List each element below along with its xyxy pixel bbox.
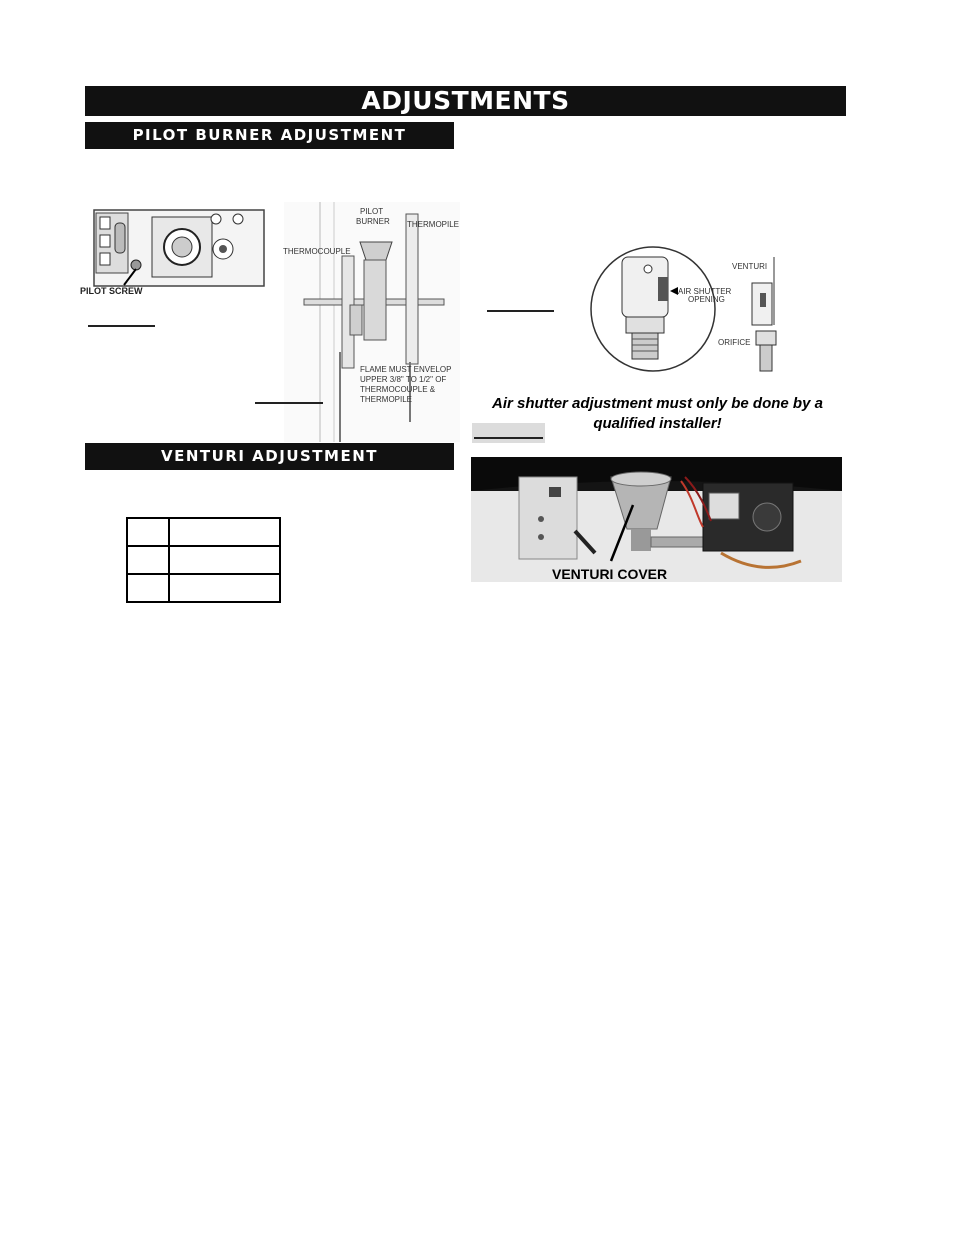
venturi-cover-photo (471, 457, 842, 582)
gas-valve-figure (80, 205, 270, 300)
page-title: ADJUSTMENTS (85, 86, 846, 116)
air-shutter-label-1: AIR SHUTTER (678, 287, 732, 296)
air-shutter-warning: Air shutter adjustment must only be done by a qualified installer! (492, 395, 823, 432)
flame-note-line-1: FLAME MUST ENVELOP (360, 365, 452, 374)
flame-note-line-2: UPPER 3/8" TO 1/2" OF (360, 375, 447, 384)
pilot-burner-label: PILOT (360, 207, 384, 216)
flame-note-line-4: THERMOPILE (360, 395, 413, 404)
warning-label-box (472, 423, 545, 443)
figure-caption-rule-3 (487, 310, 554, 312)
pilot-screw-label: PILOT SCREW (80, 286, 143, 296)
venturi-detail-figure (588, 243, 798, 378)
flame-note-line-3: THERMOCOUPLE & (360, 385, 436, 394)
air-shutter-label-2: OPENING (688, 295, 725, 304)
venturi-cover-label: VENTURI COVER (552, 566, 668, 582)
svg-text:BURNER (356, 217, 390, 226)
pilot-burner-label-2: BURNER (356, 217, 390, 226)
orifice-label: ORIFICE (718, 338, 751, 347)
table-row (127, 546, 280, 574)
venturi-label: VENTURI (732, 262, 768, 271)
table-row (127, 574, 280, 602)
venturi-table (126, 517, 281, 603)
pilot-burner-section-header: PILOT BURNER ADJUSTMENT (85, 122, 454, 149)
table-row (127, 518, 280, 546)
figure-caption-rule (88, 325, 155, 327)
thermopile-label: THERMOPILE (407, 220, 460, 229)
pilot-assembly-figure (282, 202, 462, 442)
thermocouple-label: THERMOCOUPLE (283, 247, 351, 256)
svg-text:PILOT (360, 207, 383, 216)
venturi-section-header: VENTURI ADJUSTMENT (85, 443, 454, 470)
figure-caption-rule-2 (255, 402, 323, 404)
